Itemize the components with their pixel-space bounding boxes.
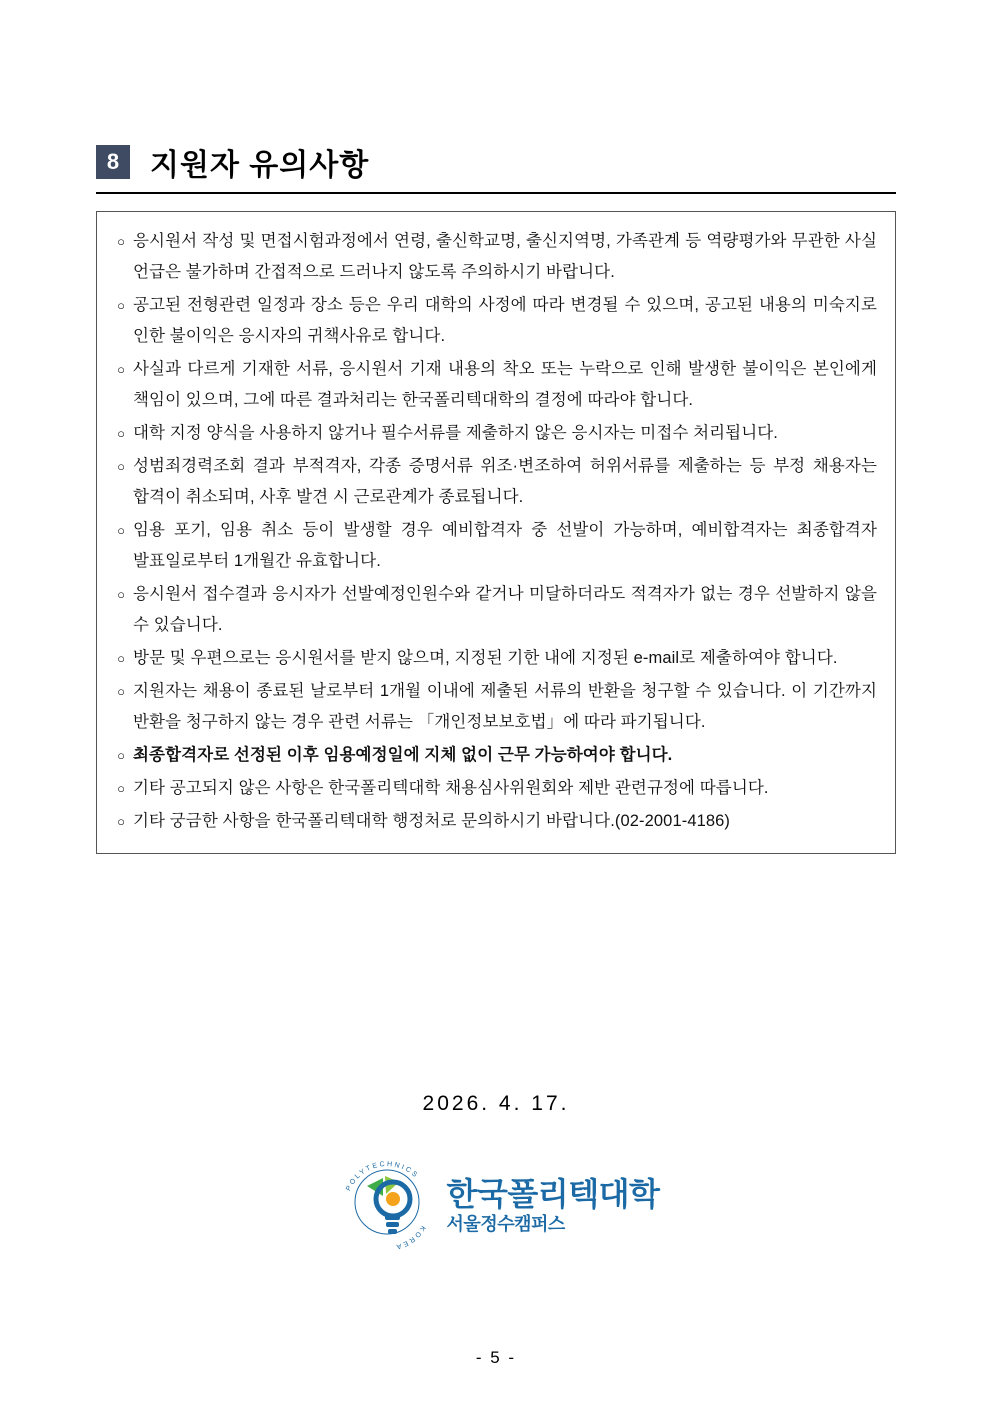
circle-bullet-icon: ○ xyxy=(117,814,125,829)
notice-text: 응시원서 접수결과 응시자가 선발예정인원수와 같거나 미달하더라도 적격자가 없는 경우 선발하지 않을 수 있습니다. xyxy=(133,585,877,634)
circle-bullet-icon: ○ xyxy=(117,426,125,441)
circle-bullet-icon: ○ xyxy=(117,523,125,538)
circle-bullet-icon: ○ xyxy=(117,748,125,763)
notice-item xyxy=(109,290,877,352)
circle-bullet-icon: ○ xyxy=(117,234,125,249)
circle-bullet-icon: ○ xyxy=(117,651,125,666)
notice-item xyxy=(109,418,877,449)
notice-text: 기타 공고되지 않은 사항은 한국폴리텍대학 채용심사위원회와 제반 관련규정에 따릅니다. xyxy=(133,779,769,797)
organization-logo xyxy=(0,1152,992,1260)
notice-item xyxy=(109,226,877,288)
polytech-logo-icon xyxy=(333,1152,441,1260)
section-number-badge: 8 xyxy=(96,145,130,179)
notice-text: 응시원서 작성 및 면접시험과정에서 연령, 출신학교명, 출신지역명, 가족관계 등 역량평가와 무관한 사실 언급은 불가하며 간접적으로 드러나지 않도록 주의하시기 바랍니다. xyxy=(133,232,877,281)
notice-text: 기타 궁금한 사항을 한국폴리텍대학 행정처로 문의하시기 바랍니다.(02-2001-4186) xyxy=(133,812,731,830)
notice-text: 지원자는 채용이 종료된 날로부터 1개월 이내에 제출된 서류의 반환을 청구할 수 있습니다. 이 기간까지 반환을 청구하지 않는 경우 관련 서류는 「개인정보보호법」에 따라 파기됩니다. xyxy=(133,682,877,731)
notice-item xyxy=(109,579,877,641)
svg-text:KOREA: KOREA xyxy=(393,1224,426,1251)
circle-bullet-icon: ○ xyxy=(117,298,125,313)
notice-text: 임용 포기, 임용 취소 등이 발생할 경우 예비합격자 중 선발이 가능하며, 예비합격자는 최종합격자 발표일로부터 1개월간 유효합니다. xyxy=(133,521,877,570)
page-number: - 5 - xyxy=(475,1348,517,1367)
notice-text: 대학 지정 양식을 사용하지 않거나 필수서류를 제출하지 않은 응시자는 미접수 처리됩니다. xyxy=(133,424,778,442)
circle-bullet-icon: ○ xyxy=(117,587,125,602)
notice-item xyxy=(109,676,877,738)
notice-text: 사실과 다르게 기재한 서류, 응시원서 기재 내용의 착오 또는 누락으로 인해 발생한 불이익은 본인에게 책임이 있으며, 그에 따른 결과처리는 한국폴리텍대학의 결정에 따라야 합니다. xyxy=(133,360,877,409)
notice-item xyxy=(109,515,877,577)
notice-text: 최종합격자로 선정된 이후 임용예정일에 지체 없이 근무 가능하여야 합니다. xyxy=(133,746,673,764)
notice-text: 공고된 전형관련 일정과 장소 등은 우리 대학의 사정에 따라 변경될 수 있으며, 공고된 내용의 미숙지로 인한 불이익은 응시자의 귀책사유로 합니다. xyxy=(133,296,877,345)
logo-text-block xyxy=(447,1177,660,1236)
notice-item xyxy=(109,451,877,513)
notice-item xyxy=(109,806,877,837)
circle-bullet-icon: ○ xyxy=(117,362,125,377)
circle-bullet-icon: ○ xyxy=(117,459,125,474)
logo-sub-text: 서울정수캠퍼스 xyxy=(446,1213,565,1234)
circle-bullet-icon: ○ xyxy=(117,781,125,796)
notice-text: 방문 및 우편으로는 응시원서를 받지 않으며, 지정된 기한 내에 지정된 e-mail로 제출하여야 합니다. xyxy=(133,649,838,667)
notice-text: 성범죄경력조회 결과 부적격자, 각종 증명서류 위조·변조하여 허위서류를 제출하는 등 부정 채용자는 합격이 취소되며, 사후 발견 시 근로관계가 종료됩니다. xyxy=(133,457,877,506)
page-title: 지원자 유의사항 xyxy=(150,149,370,182)
svg-text:POLYTECHNICS: POLYTECHNICS xyxy=(344,1160,420,1193)
document-date: 2026. 4. 17. xyxy=(422,1092,570,1115)
notice-list-box xyxy=(96,211,896,854)
circle-bullet-icon: ○ xyxy=(117,684,125,699)
notice-item xyxy=(109,354,877,416)
notice-item xyxy=(109,773,877,804)
logo-main-text: 한국폴리텍대학 xyxy=(446,1175,660,1212)
notice-item xyxy=(109,643,877,674)
section-header xyxy=(96,140,896,194)
notice-item xyxy=(109,740,877,771)
